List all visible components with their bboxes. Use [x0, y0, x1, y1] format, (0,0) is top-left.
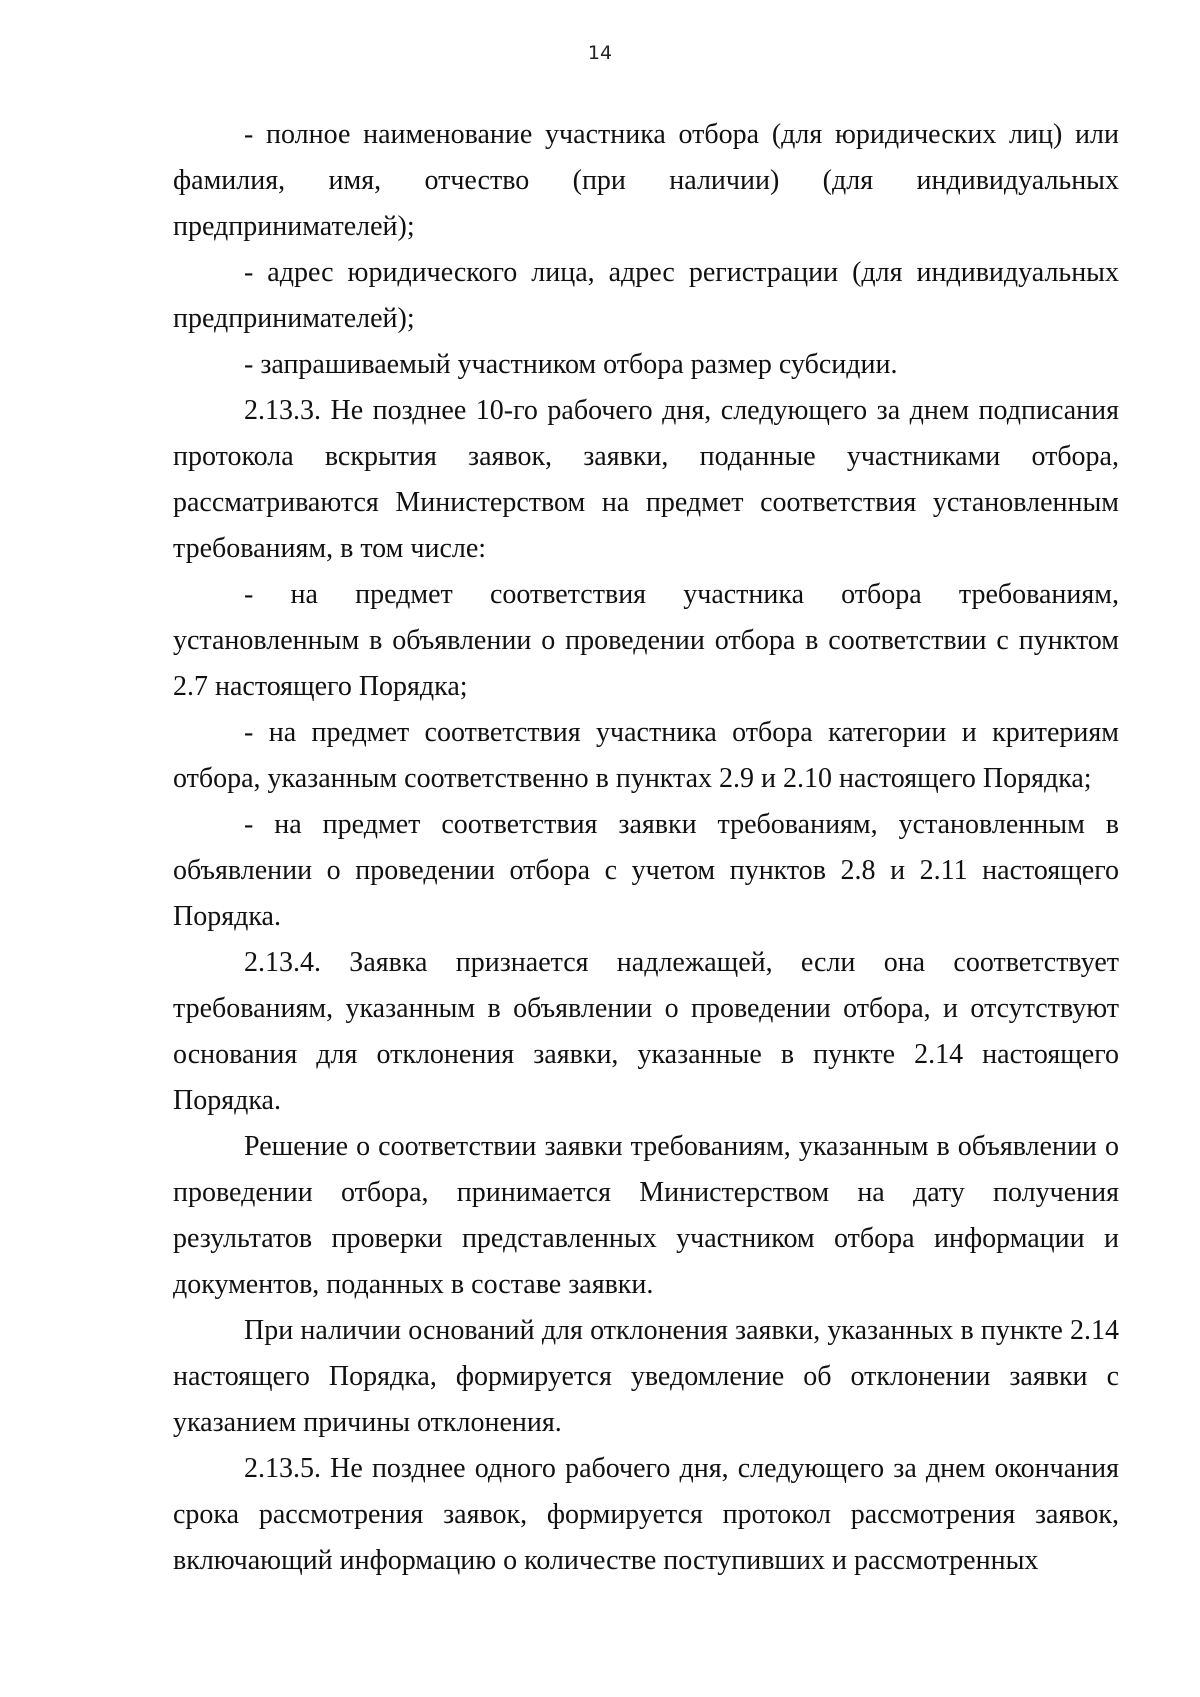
- paragraph-check-application: - на предмет соответствия заявки требованиям, установленным в объявлении о проведении отбора с учетом пунктов 2.8 и 2.11 настоящего Порядка.: [173, 809, 1119, 932]
- paragraph-applicant-name: - полное наименование участника отбора (для юридических лиц) или фамилия, имя, отчество (при наличии) (для индивидуальных предпринимателей);: [173, 119, 1119, 242]
- paragraph-check-category: - на предмет соответствия участника отбора категории и критериям отбора, указанным соответственно в пунктах 2.9 и 2.10 настоящего Порядка;: [173, 717, 1119, 794]
- paragraph-rejection-notice: При наличии оснований для отклонения заявки, указанных в пункте 2.14 настоящего Порядка, формируется уведомление об отклонении заявки с указанием причины отклонения.: [173, 1315, 1119, 1438]
- paragraph-decision: Решение о соответствии заявки требованиям, указанным в объявлении о проведении отбора, принимается Министерством на дату получения результатов проверки представленных участником отбора информации и документов, поданных в составе заявки.: [173, 1131, 1119, 1300]
- page-number: 14: [587, 42, 613, 64]
- body-text: [173, 112, 1119, 1584]
- paragraph-2-13-3: 2.13.3. Не позднее 10-го рабочего дня, следующего за днем подписания протокола вскрытия заявок, заявки, поданные участниками отбора, рассматриваются Министерством на предмет соответствия установленным требованиям, в том числе:: [173, 395, 1119, 564]
- paragraph-check-requirements: - на предмет соответствия участника отбора требованиям, установленным в объявлении о проведении отбора в соответствии с пунктом 2.7 настоящего Порядка;: [173, 579, 1119, 702]
- paragraph-applicant-address: - адрес юридического лица, адрес регистрации (для индивидуальных предпринимателей);: [173, 257, 1119, 334]
- paragraph-2-13-5: 2.13.5. Не позднее одного рабочего дня, следующего за днем окончания срока рассмотрения заявок, формируется протокол рассмотрения заявок, включающий информацию о количестве поступивших и рассмотренных: [173, 1453, 1119, 1576]
- paragraph-subsidy-amount: - запрашиваемый участником отбора размер субсидии.: [244, 349, 898, 380]
- paragraph-2-13-4: 2.13.4. Заявка признается надлежащей, если она соответствует требованиям, указанным в объявлении о проведении отбора, и отсутствуют основания для отклонения заявки, указанные в пункте 2.14 настоящего Порядка.: [173, 947, 1119, 1116]
